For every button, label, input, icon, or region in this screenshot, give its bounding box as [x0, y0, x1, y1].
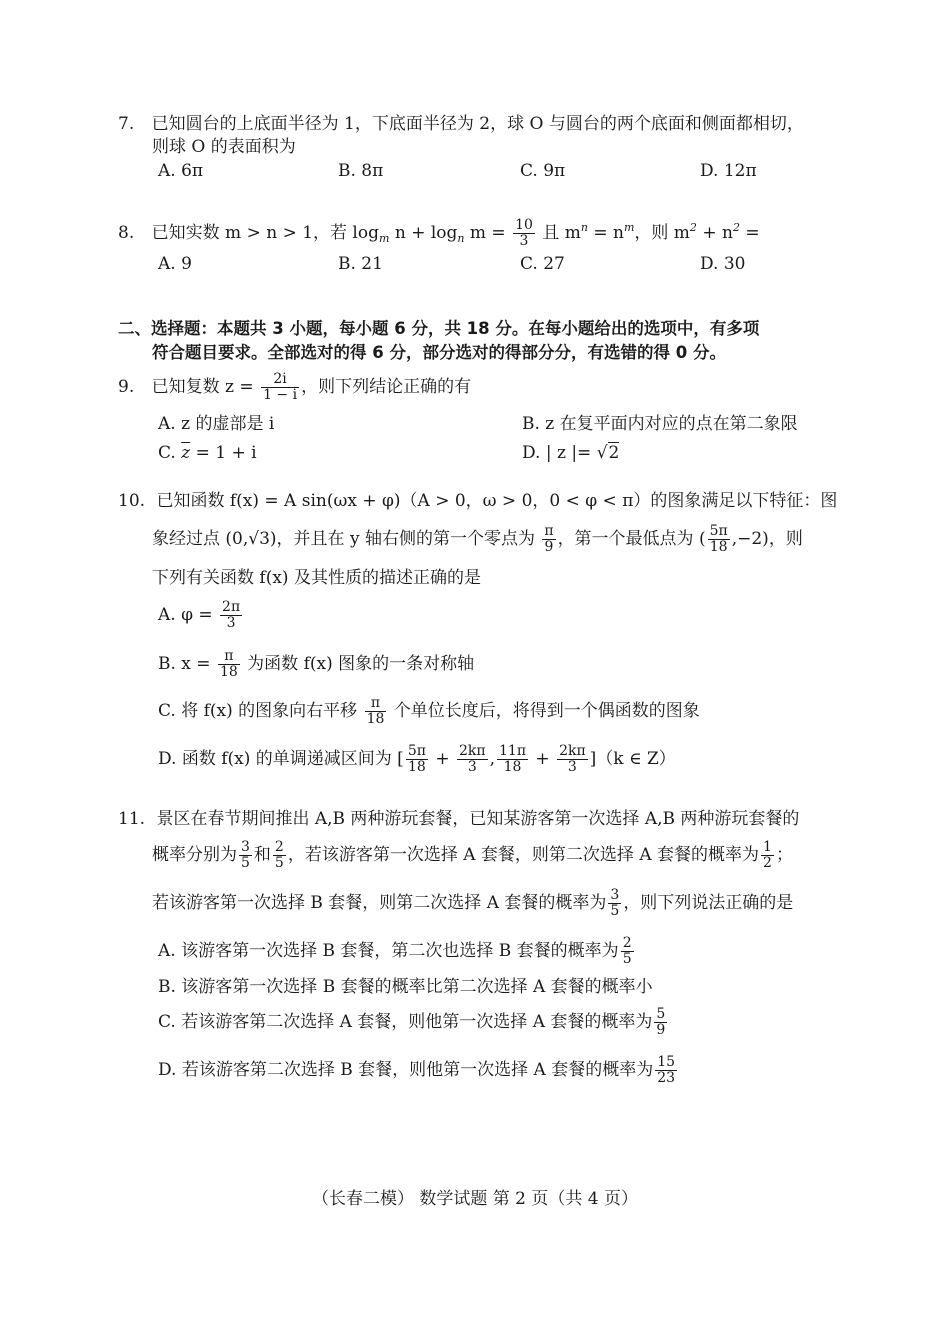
- q10-frac-min-num: 5π: [709, 523, 728, 539]
- q10-option-c-label: C. 将 f(x) 的图象向右平移: [158, 701, 358, 721]
- q7-option-d: D. 12π: [700, 161, 757, 181]
- q10-text-2b: ，第一个最低点为 (: [557, 529, 706, 549]
- q11-frac-half: [761, 840, 774, 871]
- q10-option-c-frac: [365, 696, 387, 727]
- q8-stem: [118, 211, 760, 256]
- q11-frac-3-5-den: 5: [610, 903, 620, 919]
- q11-option-c-text: C. 若该游客第二次选择 A 套餐，则他第一次选择 A 套餐的概率为: [158, 1012, 653, 1032]
- q10-option-a: [158, 598, 244, 632]
- q11-text-2b: ，若该游客第一次选择 A 套餐，则第二次选择 A 套餐的概率为: [287, 845, 760, 865]
- q8-option-b: B. 21: [338, 254, 383, 274]
- q11-option-a-den: 5: [622, 951, 632, 967]
- q9-option-c-zbar: $\overline{z}$: [181, 443, 191, 463]
- q10-option-a-den: 3: [226, 615, 236, 631]
- q10-frac-zero-num: π: [544, 523, 554, 539]
- q11-text-1: 景区在春节期间推出 A,B 两种游玩套餐，已知某游客第一次选择 A,B 两种游玩套餐的: [156, 809, 800, 829]
- q11-text-2a: 概率分别为: [152, 845, 237, 865]
- q9-option-c-text: = 1 + i: [190, 443, 257, 463]
- q10-d-frac1-num: 5π: [407, 743, 426, 759]
- q8-sup-2b: 2: [732, 221, 740, 234]
- q8-option-a: A. 9: [158, 254, 192, 274]
- q8-text-mid1: n + log: [389, 223, 458, 243]
- q11-option-d-text: D. 若该游客第二次选择 B 套餐，则他第一次选择 A 套餐的概率为: [158, 1060, 654, 1080]
- q9-number: 9.: [118, 377, 135, 397]
- q8-text-pre: 已知实数 m > n > 1，若 log: [151, 223, 379, 243]
- section2-heading-1: 二、选择题：本题共 3 小题，每小题 6 分，共 18 分。在每小题给出的选项中，有多项: [118, 319, 760, 338]
- q8-option-c: C. 27: [520, 254, 565, 274]
- q11-option-c: [158, 1005, 669, 1039]
- q10-line1: [118, 490, 837, 512]
- q10-option-b-label: B. x =: [158, 654, 211, 674]
- q10-option-d-label: D. 函数 f(x) 的单调递减区间为 [: [158, 749, 404, 769]
- q11-text-2c: ；: [775, 845, 793, 865]
- q11-option-d-frac: [655, 1055, 677, 1086]
- q10-number: 10.: [118, 491, 146, 511]
- q10-d-frac4-num: 2kπ: [559, 743, 586, 759]
- q9-option-b: B. z 在复平面内对应的点在第二象限: [522, 414, 798, 434]
- q8-frac-den: 3: [519, 233, 529, 249]
- q7-text-1: 已知圆台的上底面半径为 1，下底面半径为 2，球 O 与圆台的两个底面和侧面都相切，: [151, 114, 804, 134]
- q11-option-d-num: 15: [657, 1054, 676, 1070]
- q9-fraction: [261, 372, 299, 403]
- q8-text-post3: ，则 m: [634, 223, 690, 243]
- q10-d-comma: ,: [489, 749, 495, 769]
- q11-frac-half-num: 1: [763, 839, 772, 855]
- q10-d-plus1: +: [429, 749, 455, 769]
- q7-option-b: B. 8π: [338, 161, 384, 181]
- q11-frac-pa-num: 3: [241, 839, 250, 855]
- q11-text-3a: 若该游客第一次选择 B 套餐，则第二次选择 A 套餐的概率为: [152, 893, 607, 913]
- q10-d-frac2: [457, 744, 488, 775]
- q8-sub-m: m: [379, 232, 390, 245]
- q10-option-b: [158, 647, 474, 681]
- q11-text-3b: ，则下列说法正确的是: [623, 893, 794, 913]
- q11-frac-3-5: [608, 888, 621, 919]
- q11-frac-pb-den: 5: [274, 855, 284, 871]
- q10-d-frac1-den: 18: [407, 759, 426, 775]
- q11-number: 11.: [118, 809, 146, 829]
- q9-text-post: ，则下列结论正确的有: [301, 377, 472, 397]
- q10-option-b-num: π: [218, 649, 240, 665]
- q10-d-frac4-den: 3: [567, 759, 577, 775]
- q10-d-frac2-den: 3: [467, 759, 477, 775]
- q11-frac-pa-den: 5: [241, 855, 250, 871]
- q10-option-b-frac: [218, 649, 240, 680]
- q10-frac-zero-den: 9: [544, 539, 554, 555]
- q7-option-c: C. 9π: [520, 161, 566, 181]
- q11-option-c-frac: [654, 1007, 667, 1038]
- q9-frac-num: 2i: [261, 372, 299, 388]
- q11-option-d-den: 23: [657, 1070, 676, 1086]
- q8-sup-m: m: [623, 221, 635, 234]
- q9-option-c-label: C.: [158, 443, 182, 463]
- q10-d-frac4: [557, 744, 588, 775]
- q8-number: 8.: [118, 223, 135, 243]
- q10-option-c-text: 个单位长度后，将得到一个偶函数的图象: [388, 701, 700, 721]
- q10-frac-zero: [542, 524, 555, 555]
- q10-frac-min: [708, 524, 730, 555]
- q8-text-post2: = n: [587, 223, 624, 243]
- q11-option-a: [158, 934, 636, 968]
- q9-option-d-root: 2: [608, 443, 620, 463]
- q10-d-frac3-den: 18: [503, 759, 522, 775]
- q11-option-d: [158, 1053, 679, 1087]
- section2-heading-2: 符合题目要求。全部选对的得 6 分，部分选对的得部分分，有选错的得 0 分。: [152, 343, 726, 362]
- q9-stem: [118, 370, 471, 404]
- q8-option-d: D. 30: [700, 254, 746, 274]
- q10-text-2a: 象经过点 (0,√3)，并且在 y 轴右侧的第一个零点为: [152, 529, 535, 549]
- q10-frac-min-den: 18: [709, 539, 728, 555]
- q10-text-2c: ,−2)，则: [731, 529, 803, 549]
- q10-line3: 下列有关函数 f(x) 及其性质的描述正确的是: [152, 568, 481, 588]
- q11-line3: [152, 886, 793, 920]
- q10-option-a-num: 2π: [222, 599, 241, 615]
- q10-option-d-text: ]（k ∈ Z）: [589, 749, 676, 769]
- q9-option-a: A. z 的虚部是 i: [158, 414, 275, 434]
- page-footer: （长春二模） 数学试题 第 2 页（共 4 页）: [311, 1189, 639, 1209]
- q10-option-c-num: π: [365, 696, 387, 712]
- q10-d-frac3: [497, 744, 528, 775]
- q10-line2: [152, 522, 803, 556]
- q8-sup-2a: 2: [689, 221, 697, 234]
- q9-option-d-label: D. | z |= √: [522, 443, 608, 463]
- q10-option-c-den: 18: [366, 711, 385, 727]
- q9-frac-den: 1 − i: [263, 387, 298, 403]
- q11-frac-half-den: 2: [763, 855, 772, 871]
- q10-option-c: [158, 694, 700, 728]
- q8-text-post: 且 m: [536, 223, 581, 243]
- q11-frac-pa: [239, 840, 252, 871]
- q8-sup-n: n: [580, 221, 588, 234]
- q11-frac-pb: [273, 840, 286, 871]
- q7-line1: [118, 113, 804, 135]
- q11-option-a-num: 2: [622, 935, 632, 951]
- q10-option-b-text: 为函数 f(x) 图象的一条对称轴: [241, 654, 475, 674]
- q10-option-a-label: A. φ =: [158, 605, 213, 625]
- q10-d-frac1: [406, 744, 428, 775]
- q11-option-b: B. 该游客第一次选择 B 套餐的概率比第二次选择 A 套餐的概率小: [158, 977, 653, 997]
- q11-option-c-num: 5: [656, 1006, 666, 1022]
- q11-frac-3-5-num: 3: [610, 887, 620, 903]
- q11-option-c-den: 9: [656, 1022, 666, 1038]
- q7-line2: 则球 O 的表面积为: [152, 137, 296, 157]
- q10-d-plus2: +: [530, 749, 556, 769]
- q8-fraction: [513, 218, 535, 249]
- q10-option-b-den: 18: [219, 664, 238, 680]
- q7-option-a: A. 6π: [158, 161, 204, 181]
- q9-option-c: [158, 442, 257, 464]
- q11-frac-pb-num: 2: [274, 839, 284, 855]
- q11-line1: [118, 808, 799, 830]
- q11-line2: [152, 838, 793, 872]
- q8-text-post5: =: [739, 223, 760, 243]
- q11-text-and: 和: [253, 845, 271, 865]
- q10-d-frac2-num: 2kπ: [459, 743, 486, 759]
- q8-text-mid2: m =: [464, 223, 506, 243]
- q11-option-a-frac: [621, 936, 634, 967]
- q9-text-pre: 已知复数 z =: [151, 377, 254, 397]
- q9-option-d: [522, 442, 619, 464]
- q10-text-1: 已知函数 f(x) = A sin(ωx + φ)（A > 0，ω > 0，0 < φ < π）的图象满足以下特征：图: [156, 491, 838, 511]
- q10-option-a-frac: [220, 600, 242, 631]
- q8-sub-n: n: [457, 232, 465, 245]
- q8-text-post4: + n: [696, 223, 733, 243]
- q10-d-frac3-num: 11π: [499, 743, 527, 759]
- q8-frac-num: 10: [515, 217, 533, 233]
- q7-number: 7.: [118, 114, 135, 134]
- q11-option-a-text: A. 该游客第一次选择 B 套餐，第二次也选择 B 套餐的概率为: [158, 941, 619, 961]
- q10-option-d: [158, 742, 676, 776]
